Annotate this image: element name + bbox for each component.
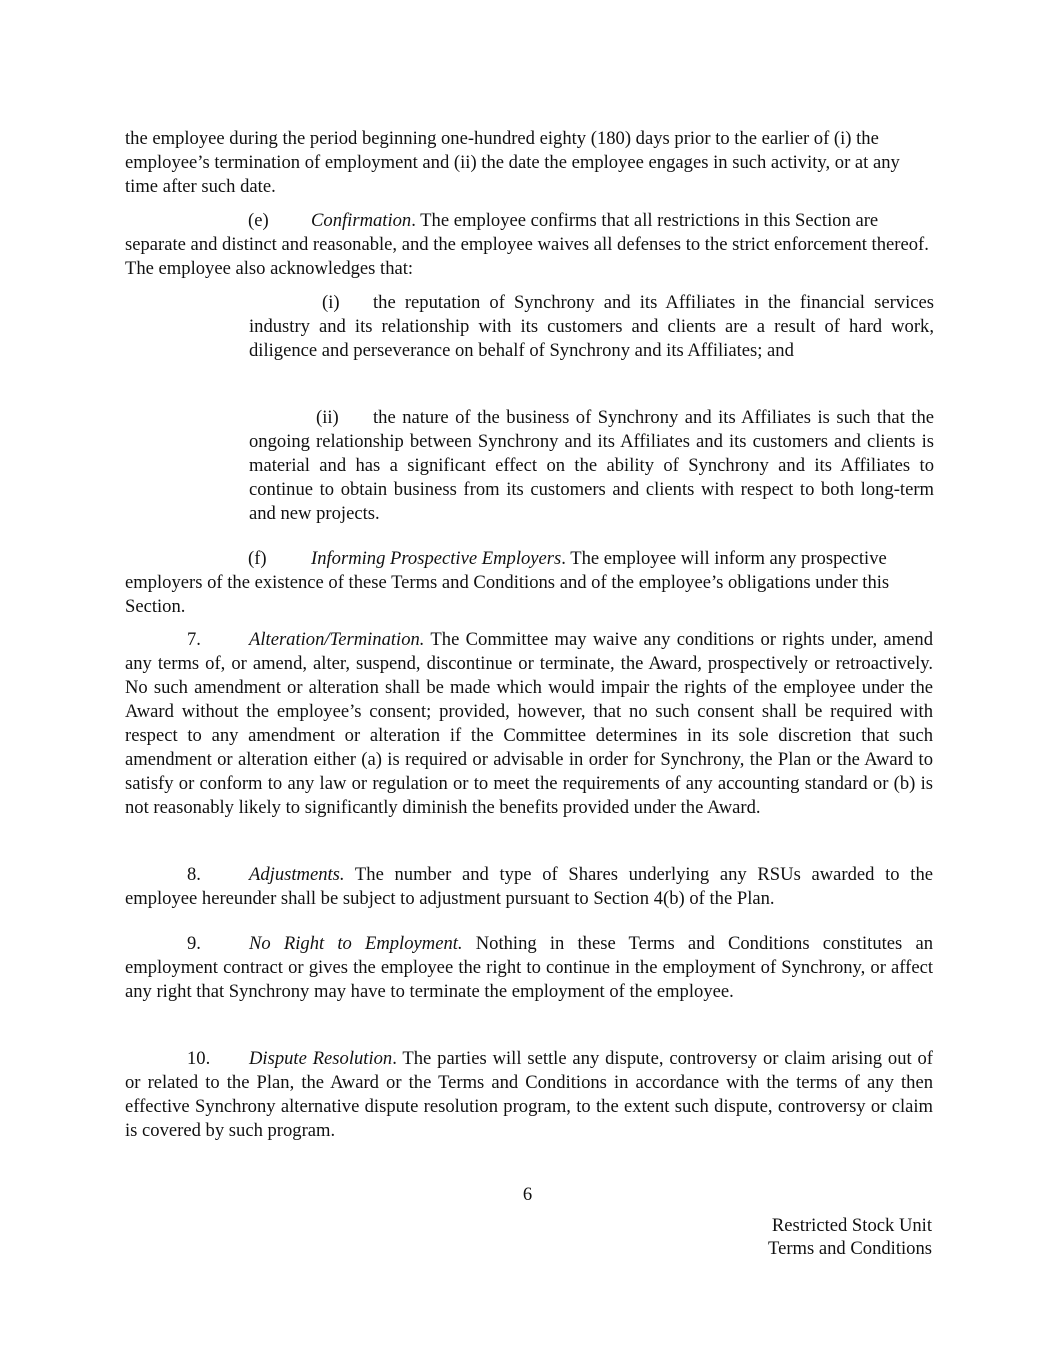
section-f-paragraph [125,547,933,619]
item-ii-text: the nature of the business of Synchrony and its Affiliates is such that the ongoing relationship between Synchrony and its Affiliates and its customers and clients is material and has a significant effect on the ability of Synchrony and its Affiliates to continue to obtain business from its customers and clients with respect to both long-term and new projects. [249,407,934,524]
section-7-heading: Alteration/Termination. [249,629,425,650]
section-9-marker: 9. [187,933,201,954]
footer-title-line-1: Restricted Stock Unit [771,1215,932,1236]
section-f-heading: Informing Prospective Employers [311,548,562,569]
section-7-paragraph [125,628,933,820]
item-ii-marker: (ii) [316,407,339,428]
section-8-marker: 8. [187,864,201,885]
section-8-text: The number and type of Shares underlying any RSUs awarded to the employee hereunder shall be subject to adjustment pursuant to Section 4(b) of the Plan. [125,864,933,909]
section-9-paragraph [125,932,933,1004]
footer-document-title [768,1214,932,1260]
section-e-paragraph [125,209,933,281]
item-i-text: the reputation of Synchrony and its Affiliates in the financial services industry and its relationship with its customers and clients are a result of hard work, diligence and perseverance on behalf of Synchrony and its Affiliates; and [249,292,934,361]
section-f-marker: (f) [248,548,267,569]
section-10-text: . The parties will settle any dispute, controversy or claim arising out of or related to the Plan, the Award or the Terms and Conditions in accordance with the terms of any then effective Synchrony alternative dispute resolution program, to the extent such dispute, controversy or claim is covered by such program. [125,1048,933,1141]
section-8-paragraph [125,863,933,911]
section-e-item-i [249,291,934,363]
section-e-marker: (e) [248,210,269,231]
section-9-heading: No Right to Employment. [249,933,463,954]
section-10-marker: 10. [187,1048,211,1069]
section-e-text: . The employee confirms that all restrictions in this Section are separate and distinct and reasonable, and the employee waives all defenses to the strict enforcement thereof. The employee also acknowledges that: [125,210,929,279]
page-number: 6 [522,1184,533,1205]
item-i-marker: (i) [322,292,340,313]
section-7-text: The Committee may waive any conditions or rights under, amend any terms of, or amend, alter, suspend, discontinue or terminate, the Award, prospectively or retroactively. No such amendment or alteration shall be made which would impair the rights of the employee under the Award without the employee’s consent; provided, however, that no such consent shall be required with respect to any amendment or alteration if the Committee determines in its sole discretion that such amendment or alteration either (a) is required or advisable in order for Synchrony, the Plan or the Award to satisfy or conform to any law or regulation or to meet the requirements of any accounting standard or (b) is not reasonably likely to significantly diminish the benefits provided under the Award. [125,629,933,818]
section-8-heading: Adjustments. [249,864,345,885]
section-e-item-ii [249,406,934,526]
section-10-paragraph [125,1047,933,1143]
section-7-marker: 7. [187,629,201,650]
section-f-text: . The employee will inform any prospective employers of the existence of these Terms and Conditions and of the employee’s obligations under this Section. [125,548,890,617]
section-e-heading: Confirmation [311,210,412,231]
footer-title-line-2: Terms and Conditions [768,1238,932,1259]
section-10-heading: Dispute Resolution [249,1048,393,1069]
section-9-text: Nothing in these Terms and Conditions constitutes an employment contract or gives the employee the right to continue in the employment of Synchrony, or affect any right that Synchrony may have to terminate the employment of the employee. [125,933,933,1002]
continuation-paragraph: the employee during the period beginning one-hundred eighty (180) days prior to the earlier of (i) the employee’s termination of employment and (ii) the date the employee engages in such activity, or at any time after such date. [125,128,900,197]
